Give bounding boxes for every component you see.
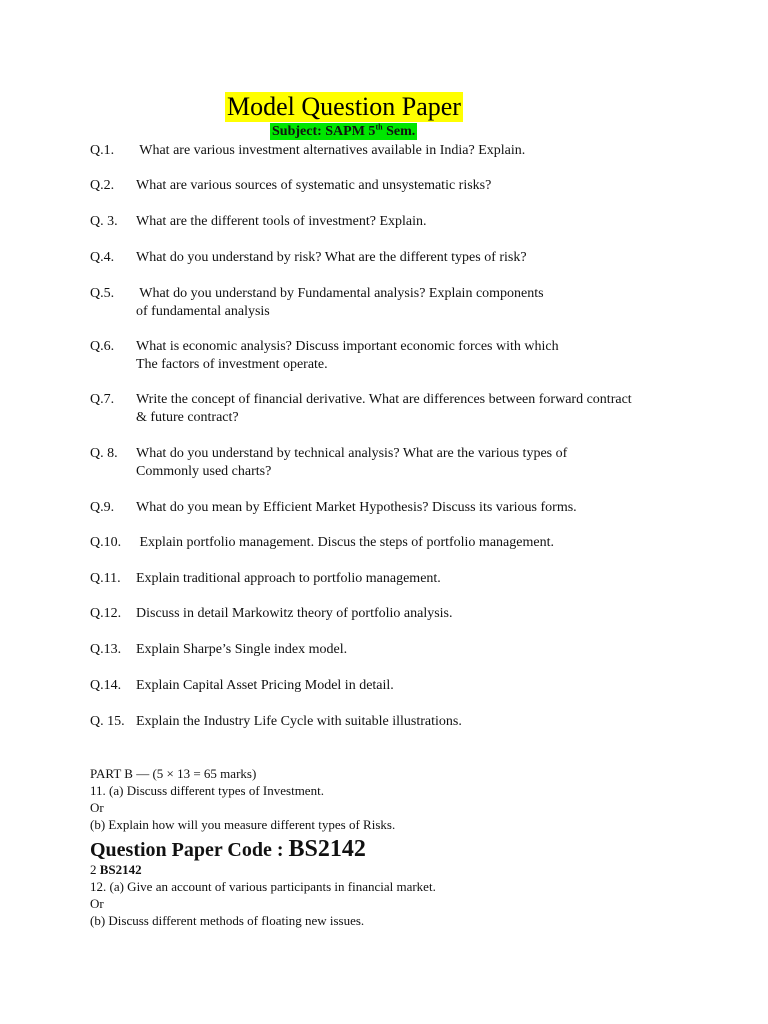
question-item bbox=[90, 570, 441, 588]
question-number: Q.1. bbox=[90, 143, 115, 158]
subject-line bbox=[270, 123, 417, 140]
question-item bbox=[90, 338, 559, 374]
question-text-continued: The factors of investment operate. bbox=[136, 357, 328, 372]
part-b-continued bbox=[90, 861, 436, 929]
question-item bbox=[90, 285, 544, 321]
question-text: Explain the Industry Life Cycle with suitable illustrations. bbox=[136, 714, 462, 729]
question-number: Q.9. bbox=[90, 500, 115, 515]
question-text: What do you mean by Efficient Market Hypothesis? Discuss its various forms. bbox=[136, 500, 577, 515]
question-12a: 12. (a) Give an account of various participants in financial market. bbox=[90, 879, 436, 894]
question-number: Q. 3. bbox=[90, 214, 118, 229]
question-number: Q.7. bbox=[90, 392, 115, 407]
question-text: Explain Capital Asset Pricing Model in detail. bbox=[136, 678, 394, 693]
question-item bbox=[90, 605, 453, 623]
question-number: Q.11. bbox=[90, 571, 121, 586]
question-text: Discuss in detail Markowitz theory of portfolio analysis. bbox=[136, 606, 453, 621]
question-text: What do you understand by Fundamental analysis? Explain components bbox=[136, 286, 544, 301]
code-label: Question Paper Code : bbox=[90, 839, 289, 861]
subject-text: Subject: SAPM 5 bbox=[272, 124, 376, 139]
question-text: What are various investment alternatives available in India? Explain. bbox=[136, 143, 526, 158]
or-separator: Or bbox=[90, 800, 104, 815]
question-number: Q. 15. bbox=[90, 714, 125, 729]
question-number: Q.4. bbox=[90, 250, 115, 265]
question-item bbox=[90, 249, 527, 267]
question-text: What are various sources of systematic and unsystematic risks? bbox=[136, 178, 492, 193]
question-item bbox=[90, 391, 632, 427]
page-number: 2 bbox=[90, 862, 100, 877]
question-number: Q.5. bbox=[90, 286, 115, 301]
subject-superscript: th bbox=[375, 122, 383, 132]
question-number: Q.12. bbox=[90, 606, 122, 621]
question-number: Q.10. bbox=[90, 535, 122, 550]
question-text-continued: & future contract? bbox=[136, 410, 239, 425]
part-b-section bbox=[90, 765, 395, 833]
question-text: Explain traditional approach to portfolio management. bbox=[136, 571, 441, 586]
question-item bbox=[90, 142, 525, 160]
question-text: What are the different tools of investment? Explain. bbox=[136, 214, 427, 229]
question-item bbox=[90, 177, 491, 195]
question-paper-code bbox=[90, 836, 366, 863]
question-number: Q.2. bbox=[90, 178, 115, 193]
or-separator: Or bbox=[90, 896, 104, 911]
question-item bbox=[90, 534, 554, 552]
question-item bbox=[90, 499, 577, 517]
question-11b: (b) Explain how will you measure different types of Risks. bbox=[90, 817, 396, 832]
page-title: Model Question Paper bbox=[227, 92, 461, 121]
question-number: Q. 8. bbox=[90, 446, 118, 461]
part-b-heading: PART B — (5 × 13 = 65 marks) bbox=[90, 766, 257, 781]
question-text: What do you understand by risk? What are the different types of risk? bbox=[136, 250, 527, 265]
question-text-continued: of fundamental analysis bbox=[136, 304, 270, 319]
question-number: Q.6. bbox=[90, 339, 115, 354]
question-12b: (b) Discuss different methods of floating new issues. bbox=[90, 913, 365, 928]
question-item bbox=[90, 713, 462, 731]
question-text: Explain Sharpe’s Single index model. bbox=[136, 642, 348, 657]
question-text: What do you understand by technical analysis? What are the various types of bbox=[136, 446, 568, 461]
question-text: Write the concept of financial derivative. What are differences between forward contract bbox=[136, 392, 632, 407]
question-item bbox=[90, 213, 427, 231]
subject-tail: Sem. bbox=[382, 124, 416, 139]
question-number: Q.14. bbox=[90, 678, 122, 693]
question-text: Explain portfolio management. Discus the steps of portfolio management. bbox=[136, 535, 554, 550]
question-number: Q.13. bbox=[90, 642, 122, 657]
question-item bbox=[90, 641, 347, 659]
question-11a: 11. (a) Discuss different types of Investment. bbox=[90, 783, 324, 798]
question-text-continued: Commonly used charts? bbox=[136, 464, 272, 479]
page-code: BS2142 bbox=[99, 862, 142, 877]
question-item bbox=[90, 445, 567, 481]
question-text: What is economic analysis? Discuss important economic forces with which bbox=[136, 339, 559, 354]
question-item bbox=[90, 677, 394, 695]
page-code-line bbox=[90, 861, 436, 878]
code-value: BS2142 bbox=[288, 836, 366, 862]
